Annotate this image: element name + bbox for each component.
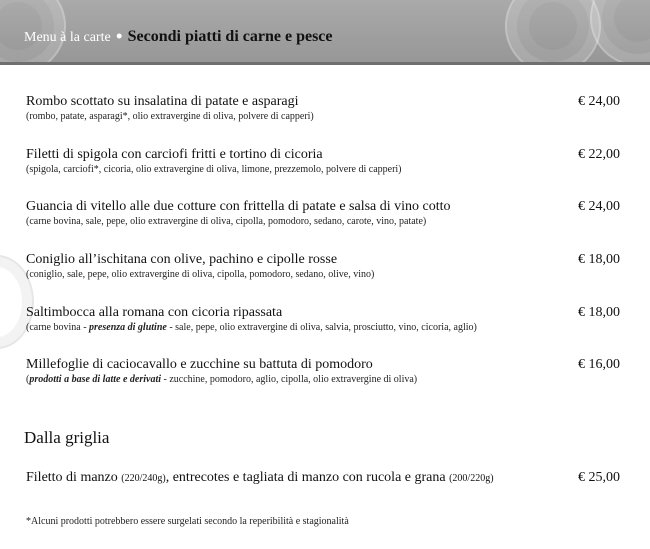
dish-name-part: , entrecotes e tagliata di manzo con rucola e grana [165, 470, 450, 485]
dish-name: Millefoglie di caciocavallo e zucchine su battuta di pomodoro [26, 357, 373, 372]
section-heading: Secondi piatti di carne e pesce [127, 28, 333, 45]
menu-item [26, 470, 620, 486]
dish-ingredients [26, 322, 620, 333]
dish-ingredients: (coniglio, sale, pepe, olio extravergine di oliva, cipolla, pomodoro, sedano, olive, vino) [26, 269, 375, 280]
dish-ingredients: (carne bovina, sale, pepe, olio extravergine di oliva, cipolla, pomodoro, sedano, carote, vino, patate) [26, 216, 427, 227]
ingredients-text: - zucchine, pomodoro, aglio, cipolla, olio extravergine di oliva) [161, 374, 418, 385]
menu-item [26, 357, 620, 385]
menu-item [26, 199, 620, 227]
rose-window-ornament [590, 0, 650, 65]
ingredients-text: (carne bovina - [26, 322, 90, 333]
allergen-note: prodotti a base di latte e derivati [29, 374, 161, 385]
page-header [0, 0, 650, 65]
dish-ingredients: (rombo, patate, asparagi*, olio extravergine di oliva, polvere di capperi) [26, 111, 314, 122]
dish-ingredients: (spigola, carciofi*, cicoria, olio extravergine di oliva, limone, prezzemolo, polvere di capperi) [26, 164, 402, 175]
menu-item [26, 147, 620, 175]
dish-price: € 25,00 [578, 470, 620, 485]
dish-price: € 18,00 [578, 252, 620, 267]
footnote: *Alcuni prodotti potrebbero essere surgelati secondo la reperibilità e stagionalità [26, 516, 349, 527]
page-title [24, 26, 333, 46]
dish-price: € 18,00 [578, 305, 620, 320]
dish-name [26, 470, 494, 486]
dish-price: € 24,00 [578, 94, 620, 109]
menu-item [26, 305, 620, 333]
dish-name: Saltimbocca alla romana con cicoria ripassata [26, 305, 283, 320]
ingredients-text: ( [26, 374, 30, 385]
dish-price: € 22,00 [578, 147, 620, 162]
dish-weight: (220/240g) [121, 473, 166, 484]
dish-price: € 24,00 [578, 199, 620, 214]
rose-window-ornament [505, 0, 601, 65]
dish-name: Rombo scottato su insalatina di patate e asparagi [26, 94, 299, 109]
menu-label: Menu à la carte [24, 30, 111, 45]
dish-weight: (200/220g) [449, 473, 494, 484]
menu-item [26, 252, 620, 280]
menu-item [26, 94, 620, 122]
grill-section-title: Dalla griglia [24, 428, 110, 447]
dish-name: Coniglio all’ischitana con olive, pachino e cipolle rosse [26, 252, 338, 267]
dish-name: Guancia di vitello alle due cotture con frittella di patate e salsa di vino cotto [26, 199, 451, 214]
ingredients-text: - sale, pepe, olio extravergine di oliva, salvia, prosciutto, vino, cicoria, aglio) [166, 322, 477, 333]
dish-ingredients [26, 374, 620, 385]
dish-name-part: Filetto di manzo [26, 470, 122, 485]
dish-name: Filetti di spigola con carciofi fritti e tortino di cicoria [26, 147, 323, 162]
dish-price: € 16,00 [578, 357, 620, 372]
title-separator: • [114, 29, 124, 45]
allergen-note: presenza di glutine [89, 322, 167, 333]
